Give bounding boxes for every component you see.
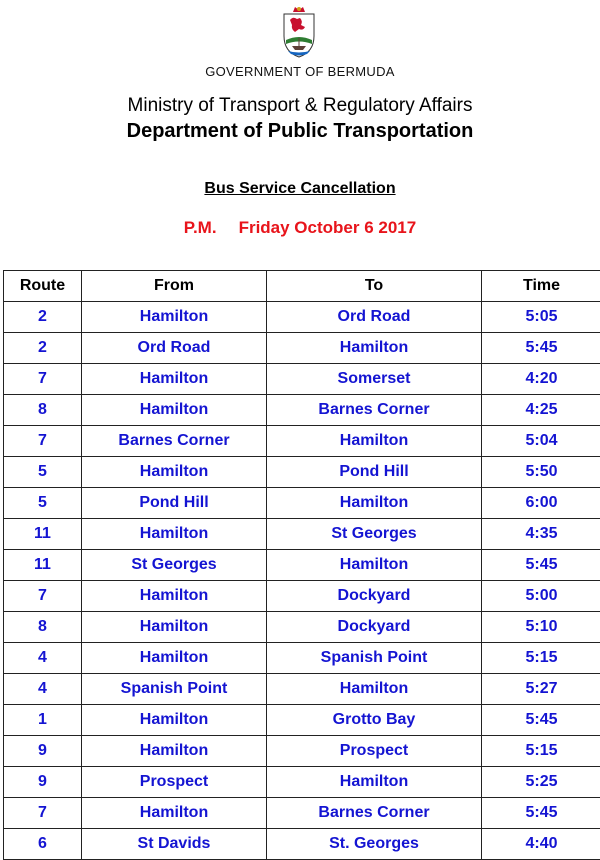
route-cell: 7 — [4, 364, 82, 395]
to-cell: Hamilton — [267, 550, 482, 581]
table-row — [4, 302, 600, 333]
time-cell: 5:27 — [482, 674, 600, 705]
route-cell: 5 — [4, 488, 82, 519]
route-cell: 2 — [4, 302, 82, 333]
from-cell: Barnes Corner — [82, 426, 267, 457]
header-route: Route — [4, 271, 82, 302]
from-cell: Hamilton — [82, 643, 267, 674]
time-cell: 5:45 — [482, 333, 600, 364]
to-cell: Ord Road — [267, 302, 482, 333]
table-header-row — [4, 271, 600, 302]
time-cell: 5:45 — [482, 705, 600, 736]
table-row — [4, 674, 600, 705]
table-row — [4, 457, 600, 488]
table-row — [4, 581, 600, 612]
notice-period: P.M. — [184, 218, 217, 238]
route-cell: 4 — [4, 643, 82, 674]
time-cell: 4:40 — [482, 829, 600, 860]
route-cell: 4 — [4, 674, 82, 705]
table-row — [4, 426, 600, 457]
from-cell: St Davids — [82, 829, 267, 860]
from-cell: Hamilton — [82, 581, 267, 612]
ministry-name: Ministry of Transport & Regulatory Affairs — [0, 95, 600, 117]
to-cell: Spanish Point — [267, 643, 482, 674]
from-cell: Hamilton — [82, 519, 267, 550]
table-row — [4, 395, 600, 426]
from-cell: St Georges — [82, 550, 267, 581]
bermuda-coat-of-arms-icon — [281, 4, 317, 58]
table-row — [4, 333, 600, 364]
route-cell: 5 — [4, 457, 82, 488]
table-row — [4, 767, 600, 798]
time-cell: 5:25 — [482, 767, 600, 798]
header-time: Time — [482, 271, 600, 302]
time-cell: 5:45 — [482, 798, 600, 829]
from-cell: Hamilton — [82, 457, 267, 488]
table-row — [4, 829, 600, 860]
from-cell: Hamilton — [82, 736, 267, 767]
to-cell: Hamilton — [267, 426, 482, 457]
table-row — [4, 705, 600, 736]
table-row — [4, 488, 600, 519]
time-cell: 5:15 — [482, 736, 600, 767]
notice-date: Friday October 6 2017 — [239, 218, 417, 238]
from-cell: Pond Hill — [82, 488, 267, 519]
from-cell: Ord Road — [82, 333, 267, 364]
route-cell: 11 — [4, 550, 82, 581]
to-cell: Barnes Corner — [267, 395, 482, 426]
to-cell: Somerset — [267, 364, 482, 395]
route-cell: 11 — [4, 519, 82, 550]
to-cell: Hamilton — [267, 674, 482, 705]
to-cell: Hamilton — [267, 767, 482, 798]
route-cell: 7 — [4, 426, 82, 457]
from-cell: Hamilton — [82, 798, 267, 829]
to-cell: Prospect — [267, 736, 482, 767]
table-row — [4, 612, 600, 643]
to-cell: Barnes Corner — [267, 798, 482, 829]
route-cell: 9 — [4, 767, 82, 798]
time-cell: 5:00 — [482, 581, 600, 612]
time-cell: 5:50 — [482, 457, 600, 488]
route-cell: 7 — [4, 581, 82, 612]
department-name: Department of Public Transportation — [0, 120, 600, 143]
from-cell: Hamilton — [82, 705, 267, 736]
cancellation-table — [3, 270, 600, 860]
route-cell: 1 — [4, 705, 82, 736]
time-cell: 5:04 — [482, 426, 600, 457]
from-cell: Hamilton — [82, 302, 267, 333]
time-cell: 6:00 — [482, 488, 600, 519]
to-cell: Dockyard — [267, 612, 482, 643]
route-cell: 8 — [4, 395, 82, 426]
to-cell: Hamilton — [267, 333, 482, 364]
time-cell: 5:45 — [482, 550, 600, 581]
to-cell: Hamilton — [267, 488, 482, 519]
to-cell: Dockyard — [267, 581, 482, 612]
from-cell: Hamilton — [82, 364, 267, 395]
table-row — [4, 643, 600, 674]
to-cell: Pond Hill — [267, 457, 482, 488]
time-cell: 4:20 — [482, 364, 600, 395]
government-name: GOVERNMENT OF BERMUDA — [0, 64, 600, 79]
table-row — [4, 519, 600, 550]
header-to: To — [267, 271, 482, 302]
from-cell: Spanish Point — [82, 674, 267, 705]
route-cell: 6 — [4, 829, 82, 860]
table-row — [4, 736, 600, 767]
route-cell: 7 — [4, 798, 82, 829]
route-cell: 9 — [4, 736, 82, 767]
from-cell: Hamilton — [82, 395, 267, 426]
time-cell: 5:15 — [482, 643, 600, 674]
from-cell: Prospect — [82, 767, 267, 798]
notice-title: Bus Service Cancellation — [0, 180, 600, 198]
to-cell: St Georges — [267, 519, 482, 550]
table-row — [4, 364, 600, 395]
time-cell: 5:05 — [482, 302, 600, 333]
header-from: From — [82, 271, 267, 302]
to-cell: St. Georges — [267, 829, 482, 860]
from-cell: Hamilton — [82, 612, 267, 643]
notice-date-line — [0, 218, 600, 238]
time-cell: 4:35 — [482, 519, 600, 550]
route-cell: 8 — [4, 612, 82, 643]
to-cell: Grotto Bay — [267, 705, 482, 736]
route-cell: 2 — [4, 333, 82, 364]
time-cell: 4:25 — [482, 395, 600, 426]
table-row — [4, 798, 600, 829]
time-cell: 5:10 — [482, 612, 600, 643]
table-row — [4, 550, 600, 581]
